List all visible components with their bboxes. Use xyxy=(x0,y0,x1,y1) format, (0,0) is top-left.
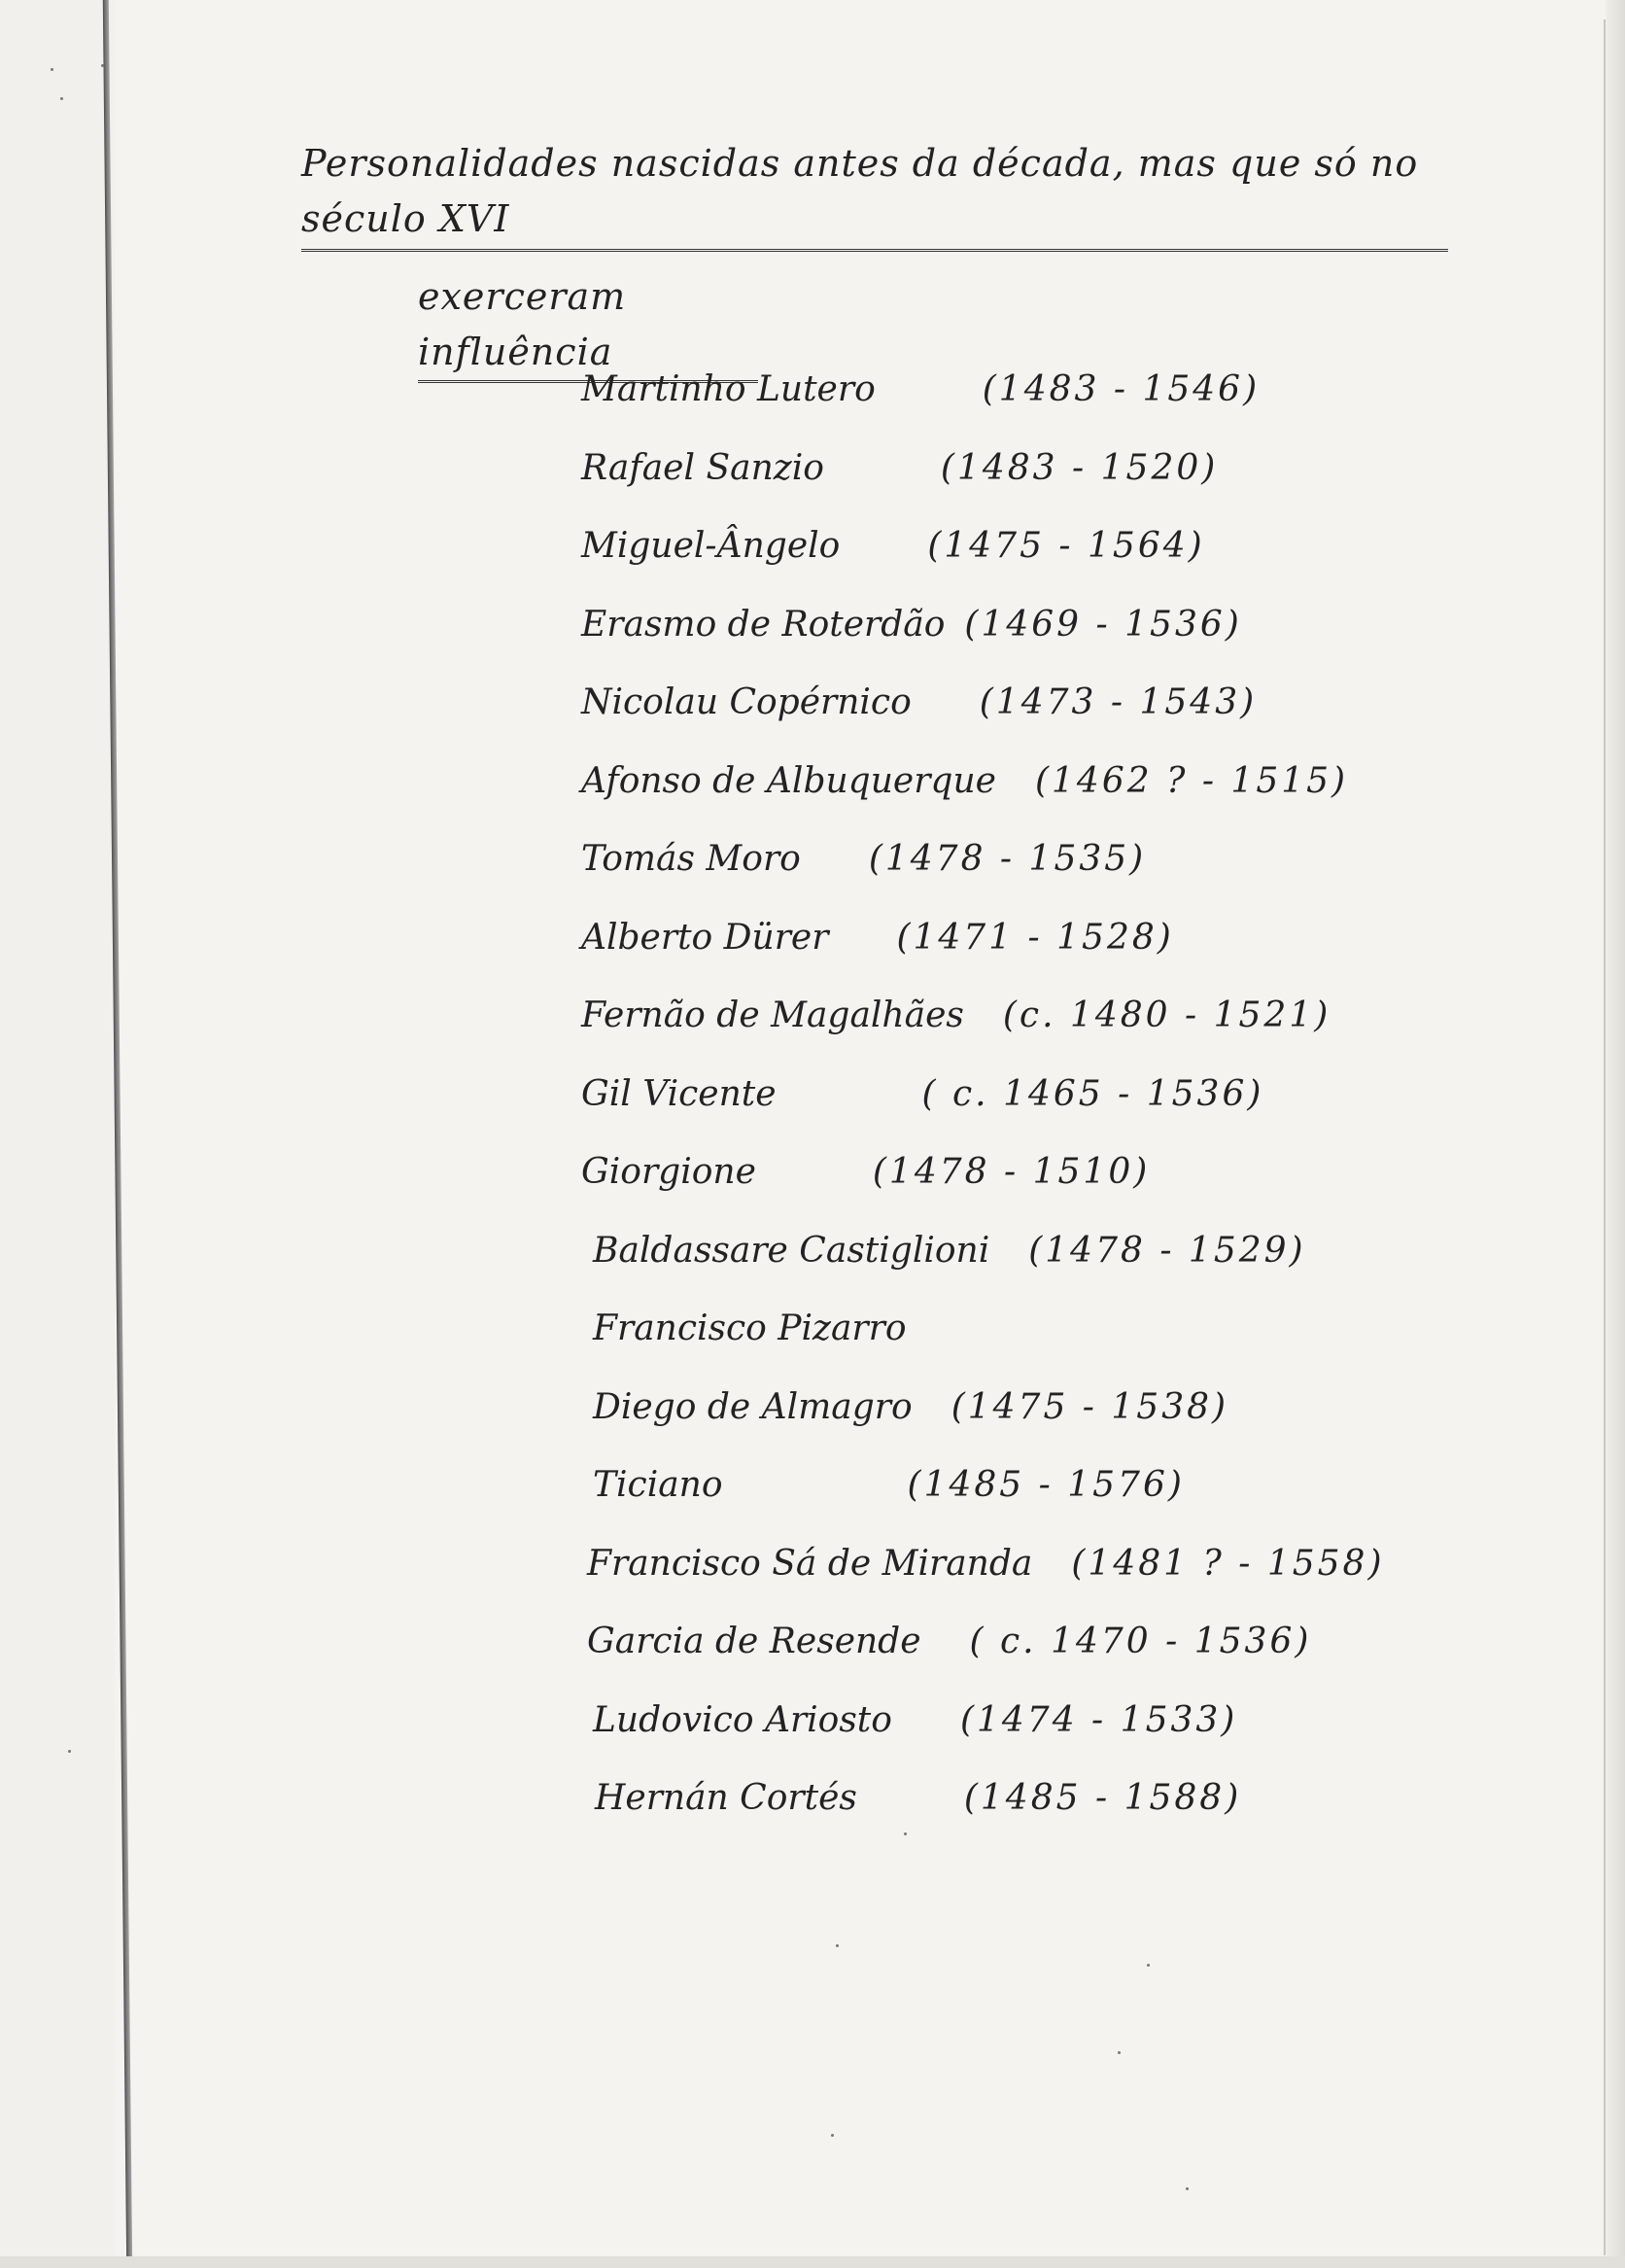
page-heading xyxy=(301,136,1468,383)
person-entry xyxy=(581,682,1456,761)
scan-speck xyxy=(68,1750,71,1753)
person-entry xyxy=(581,448,1456,527)
scan-speck xyxy=(1186,2187,1189,2190)
person-entry xyxy=(593,1465,1456,1544)
person-dates: (1478 - 1535) xyxy=(868,839,1147,879)
person-dates: (1483 - 1520) xyxy=(940,447,1219,488)
person-name: Alberto Dürer xyxy=(581,917,829,958)
person-dates: (1473 - 1543) xyxy=(979,682,1258,722)
person-entry xyxy=(593,1700,1456,1779)
page-right-edge xyxy=(1606,0,1625,2268)
person-name: Rafael Sanzio xyxy=(581,447,824,488)
scan-speck xyxy=(1118,2051,1121,2054)
person-name: Giorgione xyxy=(581,1152,756,1192)
person-entry xyxy=(581,995,1456,1074)
person-entry xyxy=(581,1152,1456,1231)
scan-speck xyxy=(831,2134,834,2137)
person-name: Nicolau Copérnico xyxy=(581,682,912,722)
person-dates: (1469 - 1536) xyxy=(964,604,1242,645)
page-bottom-edge xyxy=(0,2256,1625,2268)
heading-line-1: Personalidades nascidas antes da década, mas que só no século XVI xyxy=(301,136,1448,252)
scan-speck xyxy=(836,1944,839,1947)
person-name: Ludovico Ariosto xyxy=(593,1699,892,1740)
person-entry xyxy=(581,918,1456,996)
person-dates: (1471 - 1528) xyxy=(896,917,1174,958)
person-name: Baldassare Castiglioni xyxy=(593,1230,990,1271)
person-entry xyxy=(587,1622,1456,1700)
person-entry xyxy=(581,526,1456,605)
person-entry xyxy=(581,605,1456,683)
person-entry xyxy=(581,1074,1456,1153)
person-dates: (1474 - 1533) xyxy=(959,1699,1238,1740)
person-name: Afonso de Albuquerque xyxy=(581,760,996,801)
scan-speck xyxy=(904,1832,907,1835)
person-name: Erasmo de Roterdão xyxy=(581,604,946,645)
scan-speck xyxy=(60,97,63,100)
person-entry xyxy=(581,839,1456,918)
person-dates: (1475 - 1538) xyxy=(951,1386,1229,1427)
person-entry xyxy=(581,761,1456,840)
person-name: Francisco Sá de Miranda xyxy=(587,1543,1033,1584)
person-entry xyxy=(593,1231,1456,1309)
person-dates: (1485 - 1576) xyxy=(907,1465,1185,1505)
person-entry xyxy=(587,1544,1456,1622)
person-name: Hernán Cortés xyxy=(595,1778,857,1818)
scan-margin xyxy=(0,0,115,2268)
scan-speck xyxy=(101,64,104,67)
person-dates: (c. 1480 - 1521) xyxy=(1002,995,1331,1035)
person-name: Tomás Moro xyxy=(581,839,801,879)
scan-speck xyxy=(1147,1964,1150,1967)
scan-speck xyxy=(51,68,53,71)
person-entry xyxy=(593,1387,1456,1466)
person-dates: (1485 - 1588) xyxy=(963,1778,1242,1818)
person-dates: (1481 ? - 1558) xyxy=(1071,1543,1385,1584)
person-entry xyxy=(581,369,1456,448)
person-name: Ticiano xyxy=(593,1465,723,1505)
people-list xyxy=(581,369,1456,1857)
person-name: Garcia de Resende xyxy=(587,1622,921,1661)
heading-line-2: exerceram influência xyxy=(418,269,758,383)
person-name: Diego de Almagro xyxy=(593,1386,913,1427)
person-entry xyxy=(593,1308,1456,1387)
person-dates: ( c. 1465 - 1536) xyxy=(921,1073,1264,1114)
person-dates: (1462 ? - 1515) xyxy=(1034,760,1349,801)
person-name: Fernão de Magalhães xyxy=(581,995,964,1035)
person-dates: (1478 - 1529) xyxy=(1028,1230,1306,1271)
person-name: Francisco Pizarro xyxy=(593,1308,907,1348)
person-dates: (1483 - 1546) xyxy=(982,369,1261,409)
person-dates: (1475 - 1564) xyxy=(927,526,1205,566)
person-name: Miguel-Ângelo xyxy=(581,526,841,566)
person-dates: ( c. 1470 - 1536) xyxy=(969,1622,1312,1661)
person-name: Martinho Lutero xyxy=(581,369,876,409)
person-dates: (1478 - 1510) xyxy=(872,1152,1151,1192)
person-name: Gil Vicente xyxy=(581,1073,777,1114)
person-entry xyxy=(595,1778,1456,1857)
